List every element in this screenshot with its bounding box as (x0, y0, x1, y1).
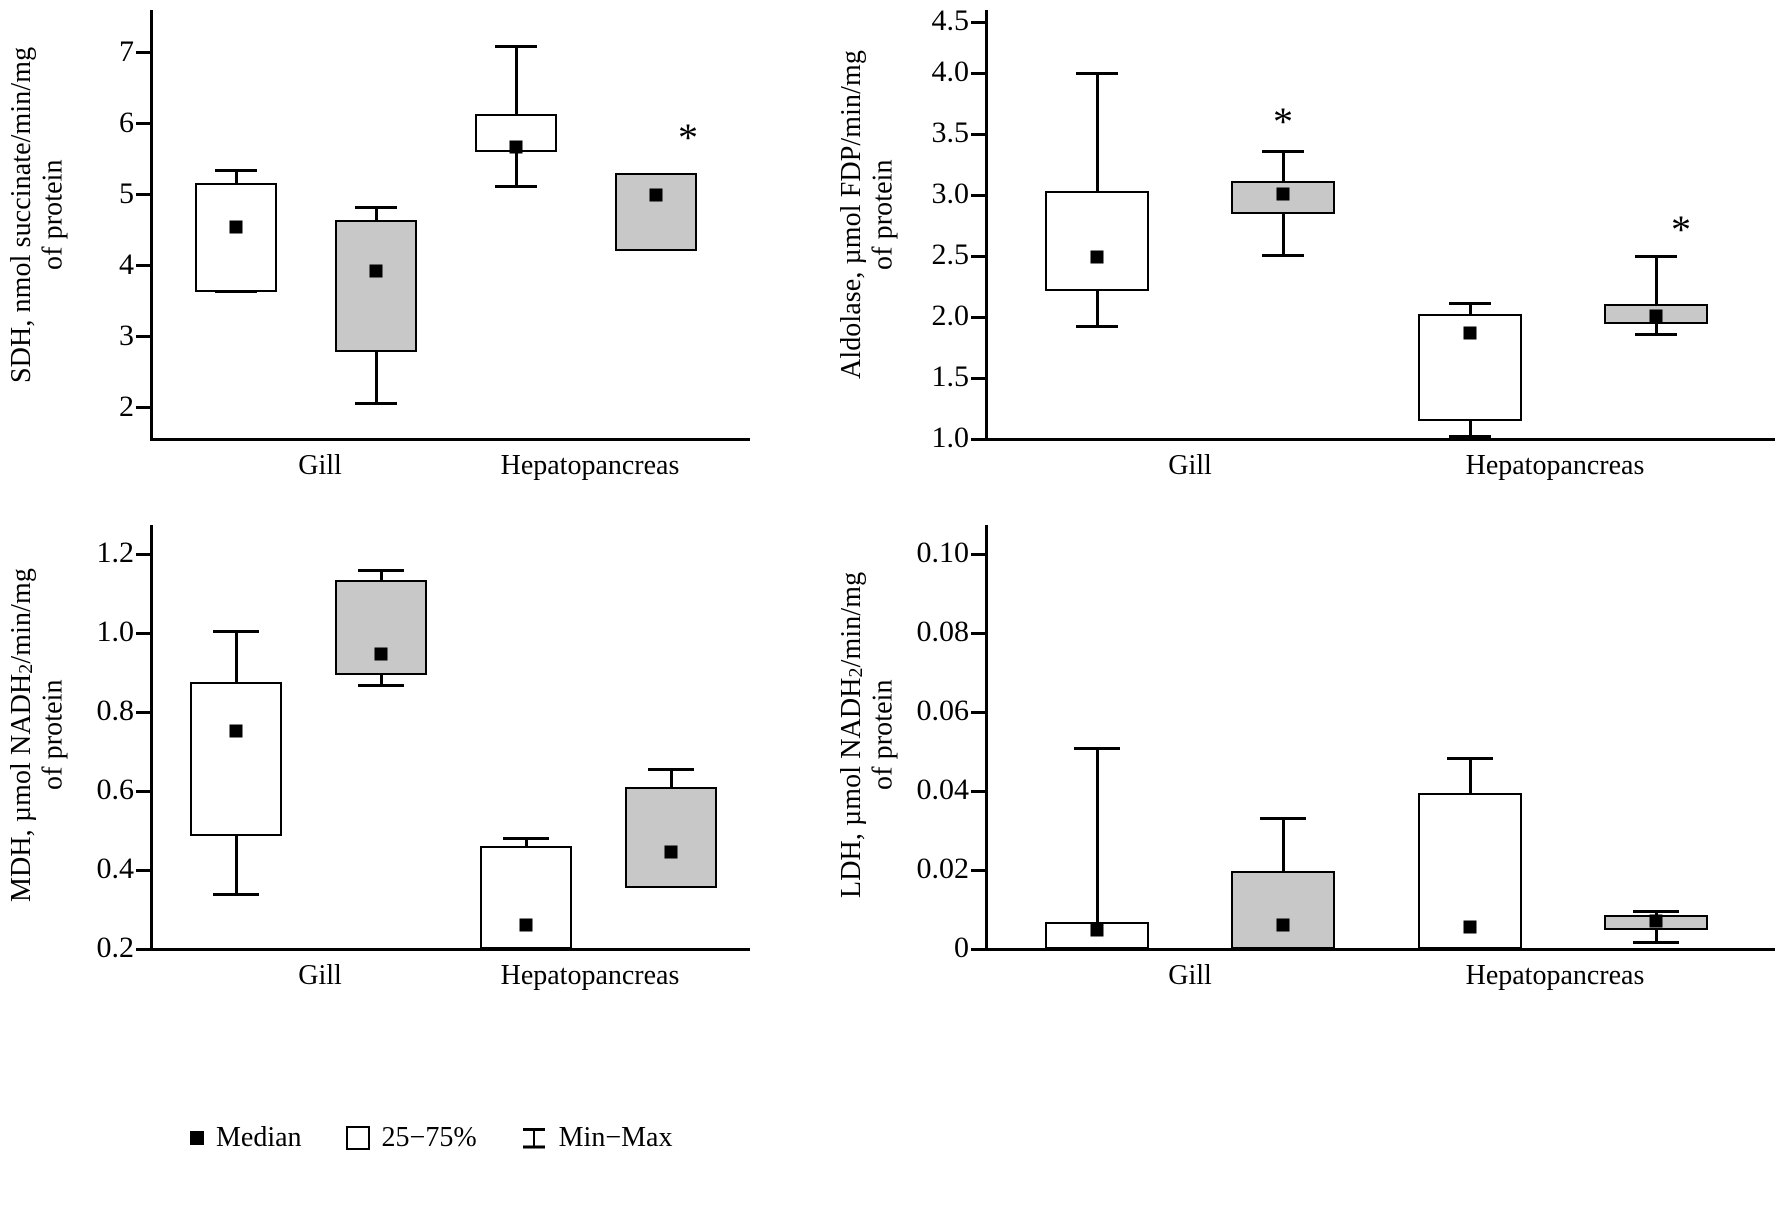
y-tick-label: 6 (119, 106, 134, 139)
axis-title-ldh (836, 515, 906, 955)
plot-area-sdh (119, 10, 760, 481)
whisker-icon (521, 1128, 547, 1148)
median-marker (1277, 919, 1290, 932)
plot-area-aldolase (931, 4, 1775, 481)
y-tick-label: 1.5 (931, 360, 969, 393)
axis-title-aldolase-line2: of protein (867, 159, 899, 271)
median-marker (520, 919, 533, 932)
median-marker (375, 648, 388, 661)
x-label-hepatopancreas: Hepatopancreas (500, 450, 680, 481)
y-tick-label: 0.6 (96, 773, 134, 806)
axis-title-ldh-line2: of protein (867, 679, 899, 791)
legend-item-median (190, 1122, 302, 1154)
median-marker (230, 221, 243, 234)
box-iqr (1231, 871, 1335, 949)
x-label-gill: Gill (1168, 450, 1212, 481)
axis-title-mdh (6, 515, 76, 955)
y-tick-label: 5 (119, 177, 134, 210)
y-tick-label: 4.5 (931, 4, 969, 37)
y-tick-label: 2.5 (931, 238, 969, 271)
y-tick-label: 3.5 (931, 116, 969, 149)
axis-title-sdh-line2: of protein (37, 159, 69, 271)
axis-title-ldh-line1: LDH, µmol $NADH_2/\min/mg$ (836, 571, 867, 899)
median-marker (1091, 251, 1104, 264)
axis-title-sdh (6, 0, 76, 430)
y-tick-label: 3 (119, 319, 134, 352)
legend-label-iqr: 25−75% (381, 1122, 477, 1153)
legend-label-median: Median (216, 1122, 302, 1153)
y-ticks-ldh (916, 525, 1775, 964)
y-tick-label: 2 (119, 390, 134, 423)
y-tick-label: 4 (119, 248, 134, 281)
x-label-gill: Gill (298, 960, 342, 991)
median-marker (1091, 924, 1104, 937)
box-iqr (480, 846, 572, 949)
y-tick-label: 0.04 (916, 773, 969, 806)
median-marker (1464, 921, 1477, 934)
x-label-gill: Gill (1168, 960, 1212, 991)
x-label-hepatopancreas: Hepatopancreas (1465, 450, 1645, 481)
y-tick-label: 4.0 (931, 55, 969, 88)
box-iqr (615, 173, 697, 251)
x-label-hepatopancreas: Hepatopancreas (1465, 960, 1645, 991)
axis-title-sdh-line1: SDH, nmol succinate/min/mg (6, 46, 37, 384)
plot-area-ldh (916, 525, 1775, 991)
panel-sdh (0, 0, 770, 500)
significance-star: * (1273, 99, 1293, 144)
median-marker (665, 846, 678, 859)
legend-item-minmax (521, 1122, 673, 1154)
y-tick-label: 0.08 (916, 615, 969, 648)
significance-star: * (1671, 207, 1691, 252)
axis-title-aldolase-line1: Aldolase, µmol FDP/min/mg (836, 50, 867, 380)
median-marker (510, 141, 523, 154)
median-marker (370, 265, 383, 278)
box-iqr (195, 183, 277, 292)
y-tick-label: 0.8 (96, 694, 134, 727)
y-tick-label: 0 (954, 931, 969, 964)
box-iqr (190, 682, 282, 836)
median-marker (1277, 188, 1290, 201)
y-tick-label: 1.0 (96, 615, 134, 648)
y-tick-label: 7 (119, 35, 134, 68)
panel-aldolase (830, 0, 1783, 500)
x-label-gill: Gill (298, 450, 342, 481)
panel-ldh (830, 505, 1783, 1065)
axis-title-mdh-line2: of protein (37, 679, 69, 791)
box-iqr (335, 220, 417, 352)
median-marker (230, 725, 243, 738)
y-tick-label: 0.02 (916, 852, 969, 885)
box-icon (346, 1126, 370, 1150)
y-tick-label: 1.0 (931, 421, 969, 454)
median-marker (1650, 915, 1663, 928)
legend-label-minmax: Min−Max (558, 1122, 673, 1153)
y-tick-label: 0.06 (916, 694, 969, 727)
median-marker (650, 189, 663, 202)
y-tick-label: 2.0 (931, 299, 969, 332)
y-tick-label: 1.2 (96, 536, 134, 569)
median-marker (1650, 310, 1663, 323)
y-tick-label: 0.2 (96, 931, 134, 964)
figure-legend (190, 1122, 672, 1154)
y-tick-label: 0.4 (96, 852, 134, 885)
y-tick-label: 0.10 (916, 536, 969, 569)
box-iqr (625, 787, 717, 888)
x-label-hepatopancreas: Hepatopancreas (500, 960, 680, 991)
plot-area-mdh (96, 525, 760, 991)
panel-mdh (0, 505, 770, 1065)
box-iqr (1045, 191, 1149, 291)
median-square-icon (190, 1131, 204, 1145)
box-iqr (335, 580, 427, 675)
y-tick-label: 3.0 (931, 177, 969, 210)
significance-star: * (678, 115, 698, 160)
median-marker (1464, 327, 1477, 340)
legend-item-iqr (346, 1122, 477, 1154)
axis-title-mdh-line1: MDH, µmol $NADH_2/\min/mg$ (6, 567, 37, 903)
